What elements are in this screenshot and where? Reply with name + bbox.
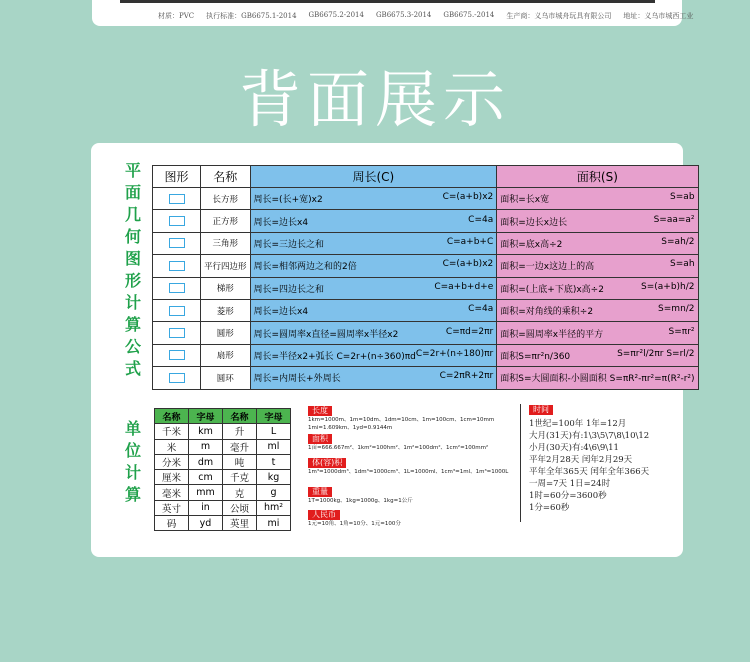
perimeter-text: 周长=边长x4 [253,307,309,318]
title-char: 算 [124,485,141,504]
unit-header: 字母 [189,409,223,424]
unit-cell: dm [189,454,223,469]
area-formula: S=mn/2 [658,304,695,315]
unit-header: 名称 [223,409,257,424]
title-char: 何 [124,227,141,246]
title-char: 平 [124,161,141,180]
unit-cell: mi [257,516,291,531]
shape-name: 菱形 [201,299,251,321]
shape-icon [169,194,185,204]
area-formula: S=aa=a² [653,214,695,225]
shape-cell [153,232,201,254]
perimeter-text: 周长=相邻两边之和的2倍 [253,262,357,273]
area-text: 面积=一边x这边上的高 [500,262,595,273]
perimeter-formula: C=(a+b)x2 [442,192,494,203]
perimeter-cell [250,255,497,277]
spec-item: 材质：PVC [158,12,195,20]
time-line: 大月(31天)有:1\3\5\7\8\10\12 [529,431,650,441]
time-tag: 时间 [529,405,553,415]
perimeter-cell [250,299,497,321]
unit-header: 名称 [155,409,189,424]
conversion-block [308,458,513,476]
shape-name: 正方形 [201,210,251,232]
spec-item: GB6675.2-2014 [308,11,364,19]
area-cell [497,232,698,254]
unit-cell: kg [257,470,291,485]
unit-row [155,454,291,469]
title-char: 计 [124,463,141,482]
shape-name: 三角形 [201,232,251,254]
unit-row [155,424,291,439]
geometry-table [152,165,699,390]
title-char: 位 [124,441,141,460]
conversion-block [308,434,513,452]
unit-cell: 英寸 [155,500,189,515]
time-section [520,404,649,522]
shape-cell [153,344,201,366]
unit-cell: mm [189,485,223,500]
title-char: 形 [124,271,141,290]
geo-row [153,322,699,344]
area-formula: S=ah [670,259,695,270]
time-line: 小月(30天)有:4\6\9\11 [529,443,619,453]
area-formula: S=ah/2 [661,236,695,247]
time-line: 1时=60分=3600秒 [529,491,607,501]
area-text: 面积=圆周率x半径的平方 [500,329,604,340]
conversion-text: 1亩=666.667m²、1km²=100hm²、1m²=100dm²、1cm²=100mm² [308,445,489,451]
perimeter-text: 周长=三边长之和 [253,239,325,250]
unit-cell: yd [189,516,223,531]
geo-row [153,255,699,277]
shape-name: 梯形 [201,277,251,299]
unit-cell: ml [257,439,291,454]
unit-table [154,408,291,531]
time-line: 平年全年365天 闰年全年366天 [529,467,650,477]
area-text: 面积S=πr²n/360 [500,351,571,362]
perimeter-text: 周长=半径x2+弧长 C=2r+(n÷360)πd [253,351,416,362]
geo-row [153,232,699,254]
unit-cell: 英里 [223,516,257,531]
geo-row [153,344,699,366]
area-cell [497,367,698,389]
top-card [92,0,694,26]
conversion-block [308,510,513,528]
unit-cell: L [257,424,291,439]
conversion-text: 1T=1000kg、1kg=1000g、1kg=1公斤 [308,498,413,504]
geo-row [153,367,699,389]
unit-cell: 公顷 [223,500,257,515]
shape-icon [169,328,185,338]
unit-cell: 毫升 [223,439,257,454]
area-cell [497,255,698,277]
perimeter-formula: C=a+b+d+e [434,281,494,292]
perimeter-cell [250,210,497,232]
perimeter-formula: C=(a+b)x2 [442,259,494,270]
title-char: 算 [124,315,141,334]
shape-cell [153,299,201,321]
shape-icon [169,350,185,360]
card-strip [120,0,655,3]
area-cell [497,188,698,210]
unit-cell: t [257,454,291,469]
unit-cell: 分米 [155,454,189,469]
unit-cell: 码 [155,516,189,531]
spec-item: 地址：义乌市城西工业 [623,12,694,20]
shape-cell [153,210,201,232]
title-char: 公 [124,337,141,356]
unit-cell: m [189,439,223,454]
perimeter-cell [250,277,497,299]
area-cell [497,277,698,299]
conversion-tag: 人民币 [308,510,340,520]
perimeter-cell [250,344,497,366]
title-char: 面 [124,183,141,202]
shape-name: 圆形 [201,322,251,344]
unit-row [155,439,291,454]
perimeter-text: 周长=(长+宽)x2 [253,195,323,206]
area-cell [497,322,698,344]
shape-icon [169,216,185,226]
unit-cell: in [189,500,223,515]
area-formula: S=πr²l/2πr S=rl/2 [617,348,695,359]
geo-row [153,277,699,299]
perimeter-formula: C=4a [468,304,494,315]
header-shape: 图形 [153,166,201,188]
shape-cell [153,322,201,344]
unit-header: 字母 [257,409,291,424]
unit-cell: 毫米 [155,485,189,500]
perimeter-formula: C=a+b+C [446,236,494,247]
perimeter-text: 周长=四边长之和 [253,284,325,295]
unit-row [155,485,291,500]
spec-item: GB6675.3-2014 [375,11,432,19]
shape-icon [169,238,185,248]
area-formula: S=(a+b)h/2 [641,281,695,292]
conversion-text: 1元=10角、1角=10分、1元=100分 [308,521,401,527]
area-cell [497,210,698,232]
unit-cell: 千克 [223,470,257,485]
shape-icon [169,373,185,383]
area-text: 面积=(上底+下底)x高÷2 [500,284,604,295]
geo-row [153,299,699,321]
area-cell [497,344,698,366]
conversion-tag: 面积 [308,434,332,444]
perimeter-formula: C=2r+(n÷180)πr [415,348,494,359]
shape-icon [169,283,185,293]
page-heading: 背面展示 [238,63,511,136]
shape-name: 扇形 [201,344,251,366]
area-text: 面积=边长x边长 [500,217,568,228]
conversion-tag: 长度 [308,406,332,416]
conversion-text: 1km=1000m、1m=10dm、1dm=10cm、1m=100cm、1cm=10mm 1mi=1.609km、1yd=0.9144m [308,417,495,431]
time-line: 1世纪=100年 1年=12月 [529,419,627,429]
perimeter-formula: C=4a [468,214,494,225]
title-char: 几 [124,205,141,224]
conversion-block [308,406,513,432]
unit-cell: 米 [155,439,189,454]
geo-row [153,188,699,210]
shape-cell [153,367,201,389]
area-text: 面积=底x高÷2 [500,239,563,250]
title-char: 计 [124,293,141,312]
perimeter-text: 周长=圆周率x直径=圆周率x半径x2 [253,329,399,340]
spec-item: GB6675.-2014 [443,11,495,19]
title-char: 图 [124,249,141,268]
perimeter-text: 周长=边长x4 [253,217,309,228]
unit-cell: g [257,485,291,500]
perimeter-formula: C=2πR+2πr [439,371,494,382]
area-text: 面积=长x宽 [500,195,550,206]
conversion-block [308,487,513,505]
spec-item: 生产商：义乌市城舟玩具有限公司 [506,12,612,20]
spec-line [158,11,693,21]
geometry-title [124,160,142,380]
unit-cell: 升 [223,424,257,439]
unit-row [155,500,291,515]
unit-cell: hm² [257,500,291,515]
unit-row [155,470,291,485]
shape-icon [169,261,185,271]
conversion-tag: 体(容)积 [308,458,346,468]
perimeter-cell [250,188,497,210]
conversion-text: 1m³=1000dm³、1dm³=1000cm³、1L=1000ml、1cm³=1ml、1m³=1000L [308,469,509,475]
title-char: 式 [124,359,141,378]
unit-cell: 吨 [223,454,257,469]
shape-cell [153,188,201,210]
header-area: 面积(S) [497,166,698,188]
unit-cell: 厘米 [155,470,189,485]
spec-item: 执行标准：GB6675.1-2014 [206,12,297,20]
unit-cell: 千米 [155,424,189,439]
time-line: 1分=60秒 [529,503,570,513]
shape-icon [169,306,185,316]
area-text: 面积S=大圆面积-小圆面积 S=πR²-πr²=π(R²-r²) [500,374,695,385]
perimeter-cell [250,367,497,389]
geo-row [153,210,699,232]
perimeter-text: 周长=内周长+外周长 [253,374,341,385]
perimeter-formula: C=πd=2πr [445,326,494,337]
shape-cell [153,255,201,277]
time-line: 一周=7天 1日=24时 [529,479,611,489]
shape-name: 平行四边形 [201,255,251,277]
perimeter-cell [250,322,497,344]
area-text: 面积=对角线的乘积÷2 [500,307,594,318]
shape-cell [153,277,201,299]
title-char: 单 [124,419,141,438]
shape-name: 长方形 [201,188,251,210]
shape-name: 圆环 [201,367,251,389]
unit-cell: km [189,424,223,439]
perimeter-cell [250,232,497,254]
header-name: 名称 [201,166,251,188]
area-cell [497,299,698,321]
header-perimeter: 周长(C) [250,166,497,188]
unit-cell: cm [189,470,223,485]
conversion-tag: 重量 [308,487,332,497]
area-formula: S=πr² [668,326,695,337]
units-title [124,418,142,506]
area-formula: S=ab [670,192,695,203]
unit-row [155,516,291,531]
time-line: 平年2月28天 闰年2月29天 [529,455,633,465]
unit-cell: 克 [223,485,257,500]
